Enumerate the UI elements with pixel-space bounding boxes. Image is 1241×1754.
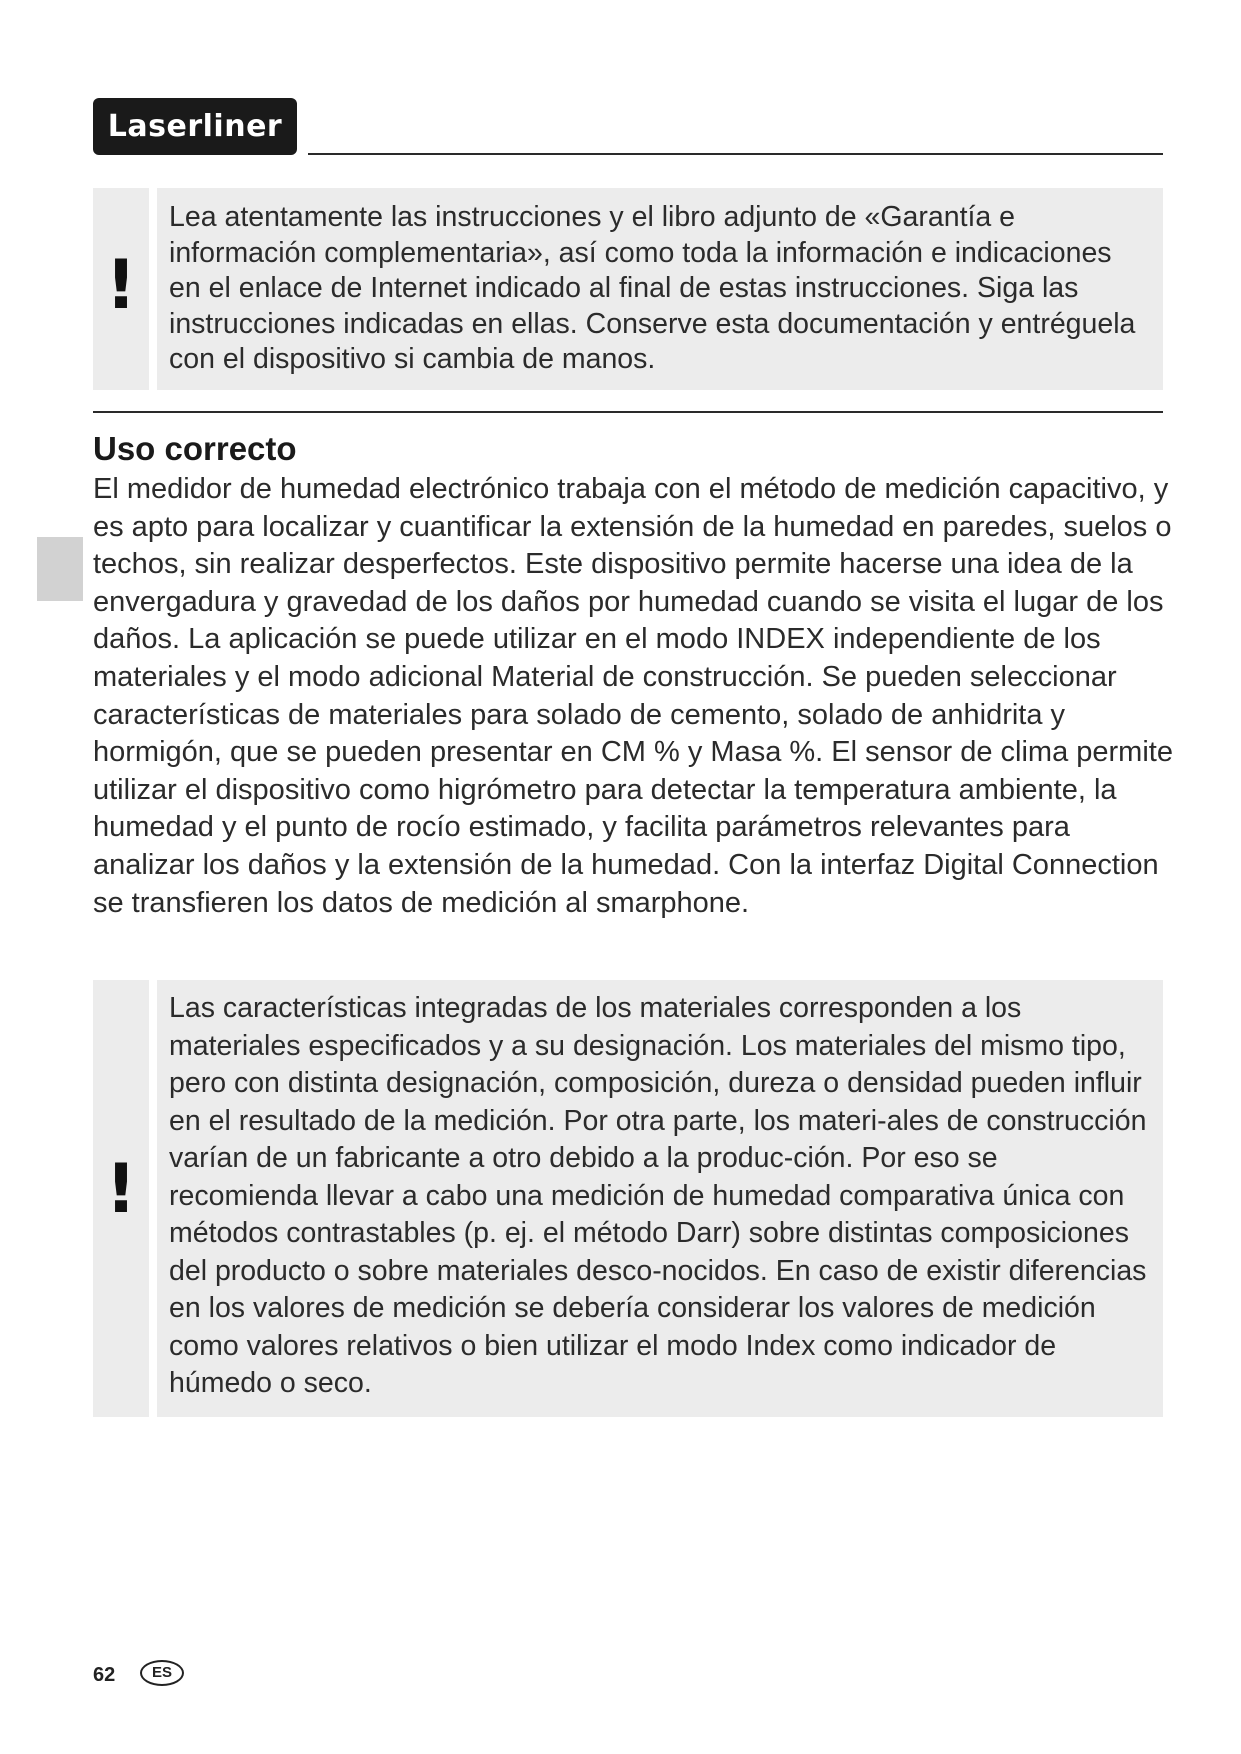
- header-rule: [308, 153, 1163, 155]
- notice-box-instructions: [93, 188, 1163, 390]
- laserliner-logo: Laserliner: [93, 98, 297, 155]
- exclamation-icon: !: [105, 246, 137, 325]
- side-tab-marker: [37, 537, 83, 601]
- notice-box-materials: [93, 980, 1163, 1417]
- notice-text: Lea atentamente las instrucciones y el libro adjunto de «Garantía e información complementaria», así como toda la información e indicaciones en el enlace de Internet indicado al final de estas instrucciones. Siga las instrucciones indicadas en ellas. Conserve esta documentación y entréguela con el dispositivo si cambia de manos.: [157, 188, 1163, 390]
- page-number: 62: [93, 1664, 116, 1686]
- language-badge: ES: [140, 1660, 184, 1686]
- notice-text: Las características integradas de los materiales corresponden a los materiales especificados y a su designación. Los materiales del mismo tipo, pero con distinta designación, composición, dureza o densidad pueden influir en el resultado de la medición. Por otra parte, los materi-ales de construcción varían de un fabricante a otro debido a la produc-ción. Por eso se recomienda llevar a cabo una medición de humedad comparativa única con métodos contrastables (p. ej. el método Darr) sobre distintas composiciones del producto o sobre materiales desco-nocidos. En caso de existir diferencias en los valores de medición se debería considerar los valores de medición como valores relativos o bien utilizar el modo Index como indicador de húmedo o seco.: [157, 980, 1163, 1417]
- section-body: El medidor de humedad electrónico trabaja con el método de medición capacitivo, y es apto para localizar y cuantificar la extensión de la humedad en paredes, suelos o techos, sin realizar desperfectos. Este dispositivo permite hacerse una idea de la envergadura y gravedad de los daños por humedad cuando se visita el lugar de los daños. La aplicación se puede utilizar en el modo INDEX independiente de los materiales y el modo adicional Material de construcción. Se pueden seleccionar características de materiales para solado de cemento, solado de anhidrita y hormigón, que se pueden presentar en CM % y Masa %. El sensor de clima permite utilizar el dispositivo como higrómetro para detectar la temperatura ambiente, la humedad y el punto de rocío estimado, y facilita parámetros relevantes para analizar los daños y la extensión de la humedad. Con la interfaz Digital Connection se transfieren los datos de medición al smarphone.: [93, 473, 1173, 919]
- section-divider: [93, 411, 1163, 413]
- section-title: Uso correcto: [93, 430, 297, 467]
- exclamation-icon: !: [105, 1150, 137, 1229]
